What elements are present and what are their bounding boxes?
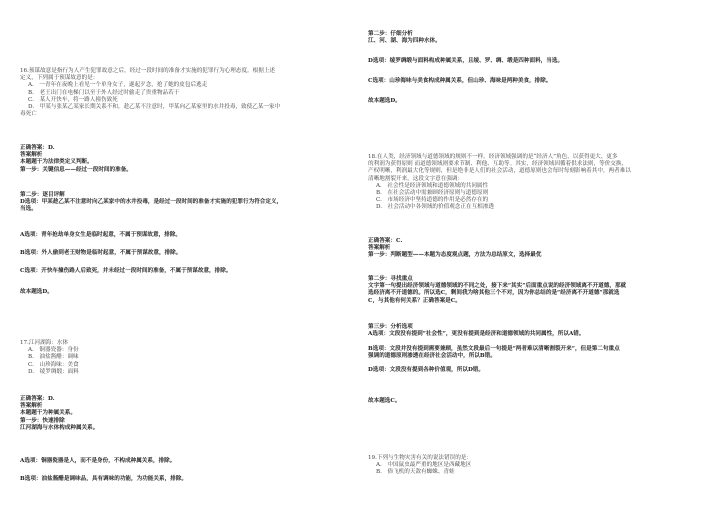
spacer — [368, 338, 704, 345]
text-line: 清晰地割裂开来，这段文字意在强调： — [368, 175, 464, 182]
option-b-analysis: B选项：文段并没有提到需要兼顾，虽然文段最后一句提是“两者难以清晰割裂开来”，但是第二句重点 — [368, 345, 620, 352]
text-line: D选项：绫罗绸缎与面料构成种属关系，且绫、罗、绸、缎是四种面料，当选。 — [368, 58, 564, 64]
q18-stem — [368, 154, 704, 212]
option-a: A. 铜器瓷器：身份 — [28, 347, 79, 354]
text-line: 本题题干为种属关系。 — [20, 410, 76, 417]
text-line: 产权明晰，利润最大化等规则，但是绝非是人们的社会活动，道德原则也会每时每刻影响着其中，两者难以 — [368, 168, 631, 175]
q18-step3 — [368, 324, 704, 374]
text-line: 故本题选D。 — [20, 289, 53, 295]
q17-option-d-analysis — [368, 58, 704, 65]
text-line: 第一步：快速排除 — [20, 417, 65, 424]
text-line: C选项：山珍海味与美食构成种属关系，但山珍、海味是两种美食，排除。 — [368, 78, 552, 84]
text-line: D选项：甲某趁乙某不注意时向乙某家中的水井投毒，是经过一段时间的准备才实施的犯罪行为符合定义， — [20, 199, 283, 206]
option-c: C. 山珍海味：美食 — [28, 361, 79, 368]
analysis-title: 答案解析 — [20, 152, 43, 159]
text-line: 第二步：寻找重点 — [368, 276, 413, 282]
text-line: 故本题选C。 — [368, 398, 401, 404]
q17-step2 — [368, 31, 704, 45]
text-line: C选项：开快车撞伤路人后致死，并未经过一段时间的准备，不属于预谋故意，排除。 — [20, 268, 232, 274]
option-d-analysis: D选项：文段没有提到各种价值观，所以D错。 — [368, 367, 484, 374]
text-line: B选项：油盐酱醋是调味品，具有调味的功能，为功能关系，排除。 — [20, 476, 187, 482]
q17-option-c-analysis — [368, 78, 704, 85]
text-line: 当选。 — [20, 206, 37, 213]
text-line: 文字第一句提出经济领域与道德领域的不同之处，接下来“其实”后面重点说的经济领域离不开道德，那就 — [368, 283, 627, 290]
text-line: A选项：铜器瓷器是人，而不是身份，不构成种属关系，排除。 — [20, 458, 176, 464]
text-line: 本题题干为法律类定义判断。 — [20, 159, 93, 166]
text-line: 江河湖海与水体构成种属关系。 — [20, 424, 99, 431]
option-a: A. 社会性是经济领域和道德领域的共同属性 — [376, 182, 489, 189]
answer: 正确答案：D. — [20, 145, 55, 151]
q18-conclusion — [368, 398, 704, 405]
q16-analysis — [20, 145, 350, 174]
q17-option-a-analysis — [20, 458, 350, 465]
text-line: 第一步：关键信息——经过一段时间的准备。 — [20, 166, 132, 173]
text-line: A选项：青年抢劫单身女生是临时起意，不属于预谋故意，排除。 — [20, 232, 181, 238]
left-column — [20, 0, 350, 508]
text-line: 第三步：分析选项 — [368, 324, 413, 330]
q18-analysis — [368, 238, 704, 260]
q16-step2 — [20, 192, 350, 214]
option-b: B. 老王出门在电梯门以至于外人经过时偷走了贵重物品若干 — [28, 89, 180, 96]
text-line: 选经济离不开道德的。所以选C，剩间我为啥其他三个不对，因为你总结的是“经济离不开道德”那就选 — [368, 290, 620, 297]
option-d: D. 社会活动中各领域的价值观念正在互相渗透 — [376, 204, 494, 211]
text-line: 第二步：逐目评解 — [20, 192, 65, 198]
text-line: 16.预谋故意是指行为人产生犯罪故意之后，经过一段时间的准备才实施的犯罪行为心理态度。根据上述 — [20, 68, 276, 74]
q17-option-b-analysis — [20, 476, 350, 483]
text-line: 17.江河湖海：水体 — [20, 340, 69, 346]
q16-conclusion — [20, 289, 350, 296]
text-line: 第二步：仔细分析 — [368, 31, 413, 37]
text-line: 江、河、湖、海为四种水体。 — [368, 38, 441, 45]
q18-step2 — [368, 276, 704, 305]
q19-stem — [368, 455, 704, 477]
option-a: A. 中国鼠虫最严重的地区是西藏地区 — [376, 462, 472, 469]
text-line: 18.在人类，经济领域与道德领域的规则不一样，经济领域强调的是“经济人”角色，以获得更大、更多 — [368, 154, 618, 160]
text-line: C，与其他有何关系？正确答案是C。 — [368, 297, 461, 304]
q16-stem — [20, 68, 350, 118]
text-line: 故本题选D。 — [368, 98, 401, 104]
option-b: B. 油盐酱醋：调味 — [28, 354, 79, 361]
text-line: 19.下列与生物灾害有关的说法错误的是： — [368, 455, 472, 461]
option-a: A. 一青年在夜晚上看见一个单身女子，遂起歹念，抢了她的皮包后逃走 — [28, 82, 208, 89]
option-b: B. 在社会活动中需兼顾经济原则与道德原则 — [376, 190, 489, 197]
q17-conclusion — [368, 98, 704, 105]
analysis-title: 答案解析 — [368, 245, 391, 252]
text-line: 毒死亡 — [20, 111, 37, 118]
text-line: 的利润为获得原则 而道德领域则要求节制、利他、互助等。其实，经济领域因循着供求法则，等价交换， — [368, 161, 628, 168]
option-d: D. 绫罗绸缎：面料 — [28, 368, 79, 375]
option-c: C. 市场经济中坚持道德的作用是必然存在的 — [376, 197, 489, 204]
option-d: D. 甲某与张某乙某家长期关系不和，趁乙某不注意时，甲某向乙某家里的水井投毒，致使乙某一家中 — [28, 104, 281, 111]
q16-option-b-analysis — [20, 250, 350, 257]
q16-option-a-analysis — [20, 232, 350, 239]
q16-option-c-analysis — [20, 268, 350, 275]
text-line: 定义，下列属于预谋故意的是： — [20, 75, 99, 82]
q17-analysis — [20, 396, 350, 432]
option-a-analysis: A选项：文段没有提到“社会性”，更没有提到是经济和道德领域的共同属性，所以A错。 — [368, 331, 585, 338]
answer: 正确答案：D. — [20, 396, 55, 402]
text-line: B选项：外人偷到老王财物是临时起意，不属于预谋故意，排除。 — [20, 250, 182, 256]
answer: 正确答案：C. — [368, 238, 403, 244]
q17-stem — [20, 340, 350, 376]
text-line: 强调的道德原则渗透在经济社会活动中，所以B错。 — [368, 352, 496, 359]
analysis-title: 答案解析 — [20, 403, 43, 410]
option-b: B. 俗飞机的天敌有蜘蛛、青蛙 — [376, 469, 455, 476]
right-column — [368, 0, 704, 508]
option-c: C. 某人开快车，将一路人撞伤致死 — [28, 96, 118, 103]
text-line: 第一步：判断题型——本题为态度观点题，方法为总结原文，选择最优 — [368, 252, 542, 259]
